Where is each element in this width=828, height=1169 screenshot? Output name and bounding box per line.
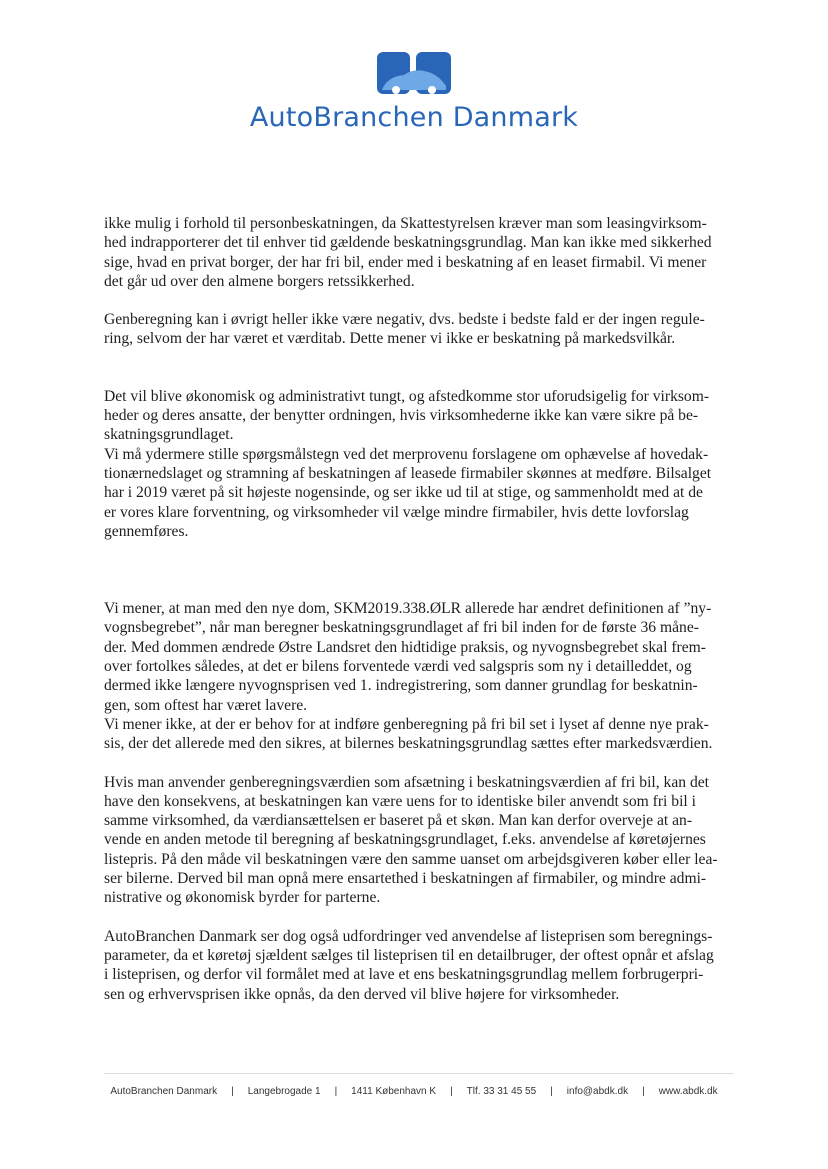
paragraph: Det vil blive økonomisk og administrativt tungt, og afstedkomme stor uforudsigelig for virksom- heder og deres ansatte, der benytter ordningen, hvis virksomhederne ikke kan være sikre på be- skatningsgrundlaget. Vi må ydermere stille spørgsmålstegn ved det merprovenu forslagene om ophævelse af hovedak- tionærnedslaget og stramning af beskatningen af leasede firmabiler skønnes at medføre. Bilsalget har i 2019 været på sit højeste nogensinde, og ser ikke ud til at stige, og sammenholdt med at de er vores klare forventning, og virksomheder vil vælge mindre firmabiler, hvis dette lovforslag gennemføres. bbox=[104, 387, 712, 540]
paragraph: AutoBranchen Danmark ser dog også udfordringer ved anvendelse af listeprisen som beregnings- parameter, da et køretøj sjældent sælges til listeprisen til en detailbruger, der oftest opnår et afslag i listeprisen, og derfor vil formålet med at lave et ens beskatningsgrundlag mellem forbrugerpri- sen og erhvervsprisen ikke opnås, da den derved vil blive højere for virksomheder. bbox=[104, 927, 714, 1003]
paragraph: Hvis man anvender genberegningsværdien som afsætning i beskatningsværdien af fri bil, kan det have den konsekvens, at beskatningen kan være uens for to identiske biler anvendt som fri bil i samme virksomhed, da værdiansættelsen er baseret på et skøn. Man kan derfor overveje at an- vende en anden metode til beregning af beskatningsgrundlaget, f.eks. anvendelse af køretøjernes listepris. På den måde vil beskatningen være den samme uanset om arbejdsgiveren køber eller lea- ser bilerne. Derved bil man opnå mere ensartethed i beskatningen af firmabiler, og mindre admi- nistrative og økonomisk byrder for parterne. bbox=[104, 773, 718, 907]
car-logo-icon bbox=[376, 50, 452, 96]
brand-name: AutoBranchen Danmark bbox=[249, 102, 579, 133]
paragraph: ikke mulig i forhold til personbeskatningen, da Skattestyrelsen kræver man som leasingvirksom- hed indrapporterer det til enhver tid gældende beskatningsgrundlag. Man kan ikke med sikkerhed sige, hvad en privat borger, der har fri bil, ender med i beskatning af en leaset firmabil. Vi mener det går ud over den almene borgers retssikkerhed. bbox=[104, 215, 712, 290]
paragraph: Vi mener, at man med den nye dom, SKM2019.338.ØLR allerede har ændret definitionen af ”ny- vognsbegrebet”, når man beregner beskatningsgrundlaget af fri bil inden for de første 36 måne- der. Med dommen ændrede Østre Landsret den hidtidige praksis, og nyvognsbegrebet skal frem- over fortolkes således, at det er bilens forventede værdi ved salgspris som ny i detailleddet, og dermed ikke længere nyvognsprisen ved 1. indregistrering, som danner grundlag for beskatnin- gen, som oftest har været lavere. Vi mener ikke, at der er behov for at indføre genberegning på fri bil set i lyset af denne nye prak- sis, der det allerede med den sikres, at bilernes beskatningsgrundlag sættes efter markedsværdien. bbox=[104, 600, 713, 753]
footer-separator: | bbox=[550, 1086, 553, 1097]
footer-website[interactable]: www.abdk.dk bbox=[658, 1086, 718, 1097]
footer-address: Langebrogade 1 bbox=[247, 1086, 321, 1097]
footer-separator: | bbox=[642, 1086, 645, 1097]
letter-body bbox=[104, 214, 734, 1004]
footer-divider bbox=[104, 1073, 734, 1074]
footer-email[interactable]: info@abdk.dk bbox=[566, 1086, 629, 1097]
footer-separator: | bbox=[450, 1086, 453, 1097]
footer-separator: | bbox=[231, 1086, 234, 1097]
paragraph: Genberegning kan i øvrigt heller ikke være negativ, dvs. bedste i bedste fald er der ingen regule- ring, selvom der har været et værditab. Dette mener vi ikke er beskatning på markedsvilkår. bbox=[104, 311, 705, 348]
footer-city: 1411 København K bbox=[351, 1086, 437, 1097]
footer-separator: | bbox=[334, 1086, 338, 1097]
footer-company: AutoBranchen Danmark bbox=[110, 1086, 218, 1097]
footer-phone: Tlf. 33 31 45 55 bbox=[466, 1086, 537, 1097]
letterhead-logo bbox=[0, 50, 828, 133]
footer bbox=[0, 1086, 828, 1097]
